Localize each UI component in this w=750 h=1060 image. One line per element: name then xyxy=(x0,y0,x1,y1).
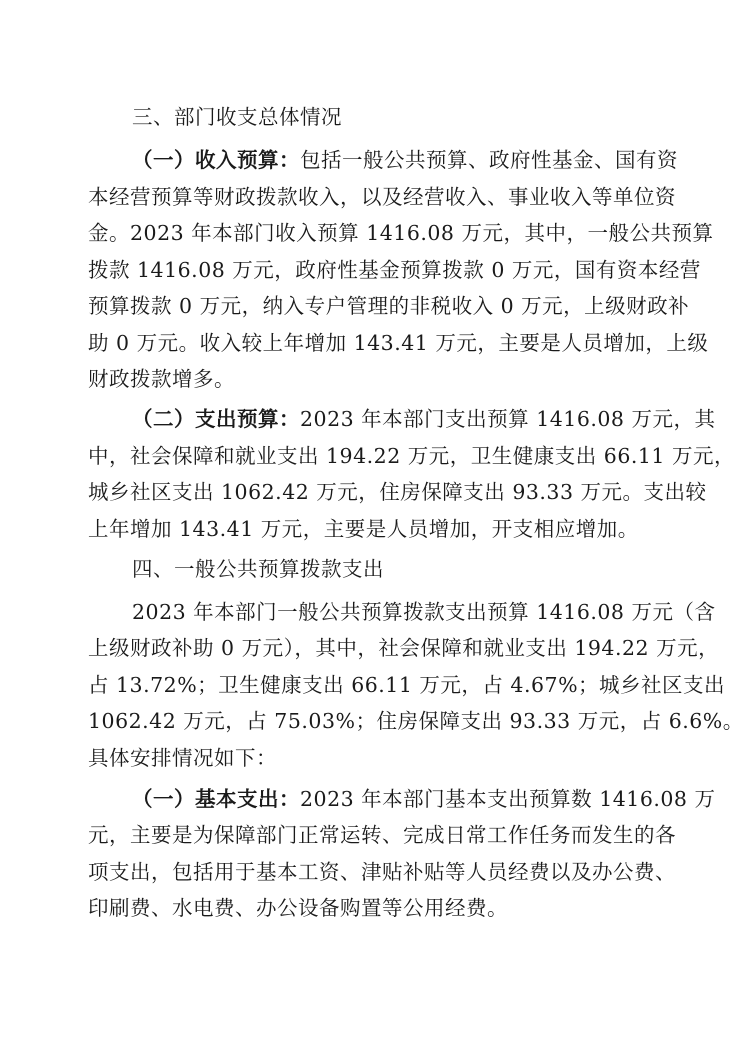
expense-paragraph-line-1 xyxy=(132,402,732,436)
basic-text-1: 2023 年本部门基本支出预算数 1416.08 万 xyxy=(300,787,716,811)
income-paragraph-line-4: 拨款 1416.08 万元，政府性基金预算拨款 0 万元，国有资本经营 xyxy=(88,258,701,282)
basic-label: （一）基本支出： xyxy=(132,787,300,811)
income-paragraph-line-1 xyxy=(132,143,732,177)
basic-paragraph-line-4: 印刷费、水电费、办公设备购置等公用经费。 xyxy=(88,896,508,920)
income-paragraph-line-2: 本经营预算等财政拨款收入，以及经营收入、事业收入等单位资 xyxy=(88,185,676,209)
expense-text-1: 2023 年本部门支出预算 1416.08 万元，其 xyxy=(300,407,716,431)
expense-paragraph-line-4: 上年增加 143.41 万元，主要是人员增加，开支相应增加。 xyxy=(88,517,639,541)
appropriation-paragraph-line-1: 2023 年本部门一般公共预算拨款支出预算 1416.08 万元（含 xyxy=(132,600,716,624)
income-text-1: 包括一般公共预算、政府性基金、国有资 xyxy=(300,148,678,172)
income-label: （一）收入预算： xyxy=(132,148,300,172)
appropriation-paragraph-line-2: 上级财政补助 0 万元），其中，社会保障和就业支出 194.22 万元， xyxy=(88,636,720,660)
basic-paragraph-line-1 xyxy=(132,782,732,816)
expense-paragraph-line-3: 城乡社区支出 1062.42 万元，住房保障支出 93.33 万元。支出较 xyxy=(88,480,707,504)
income-paragraph-line-3: 金。2023 年本部门收入预算 1416.08 万元，其中，一般公共预算 xyxy=(88,221,714,245)
basic-paragraph-line-3: 项支出，包括用于基本工资、津贴补贴等人员经费以及办公费、 xyxy=(88,860,676,884)
appropriation-paragraph-line-4: 1062.42 万元，占 75.03%；住房保障支出 93.33 万元，占 6.6%。 xyxy=(88,709,744,733)
appropriation-paragraph-line-3: 占 13.72%；卫生健康支出 66.11 万元，占 4.67%；城乡社区支出 xyxy=(88,673,726,697)
expense-label: （二）支出预算： xyxy=(132,407,300,431)
expense-paragraph-line-2: 中，社会保障和就业支出 194.22 万元，卫生健康支出 66.11 万元， xyxy=(88,444,735,468)
income-paragraph-line-5: 预算拨款 0 万元，纳入专户管理的非税收入 0 万元，上级财政补 xyxy=(88,294,690,318)
income-paragraph-line-6: 助 0 万元。收入较上年增加 143.41 万元，主要是人员增加，上级 xyxy=(88,331,709,355)
section-heading-3: 三、部门收支总体情况 xyxy=(132,105,342,129)
income-paragraph-line-7: 财政拨款增多。 xyxy=(88,367,235,391)
appropriation-paragraph-line-5: 具体安排情况如下： xyxy=(88,746,277,770)
section-heading-4: 四、一般公共预算拨款支出 xyxy=(132,557,384,581)
basic-paragraph-line-2: 元，主要是为保障部门正常运转、完成日常工作任务而发生的各 xyxy=(88,823,676,847)
